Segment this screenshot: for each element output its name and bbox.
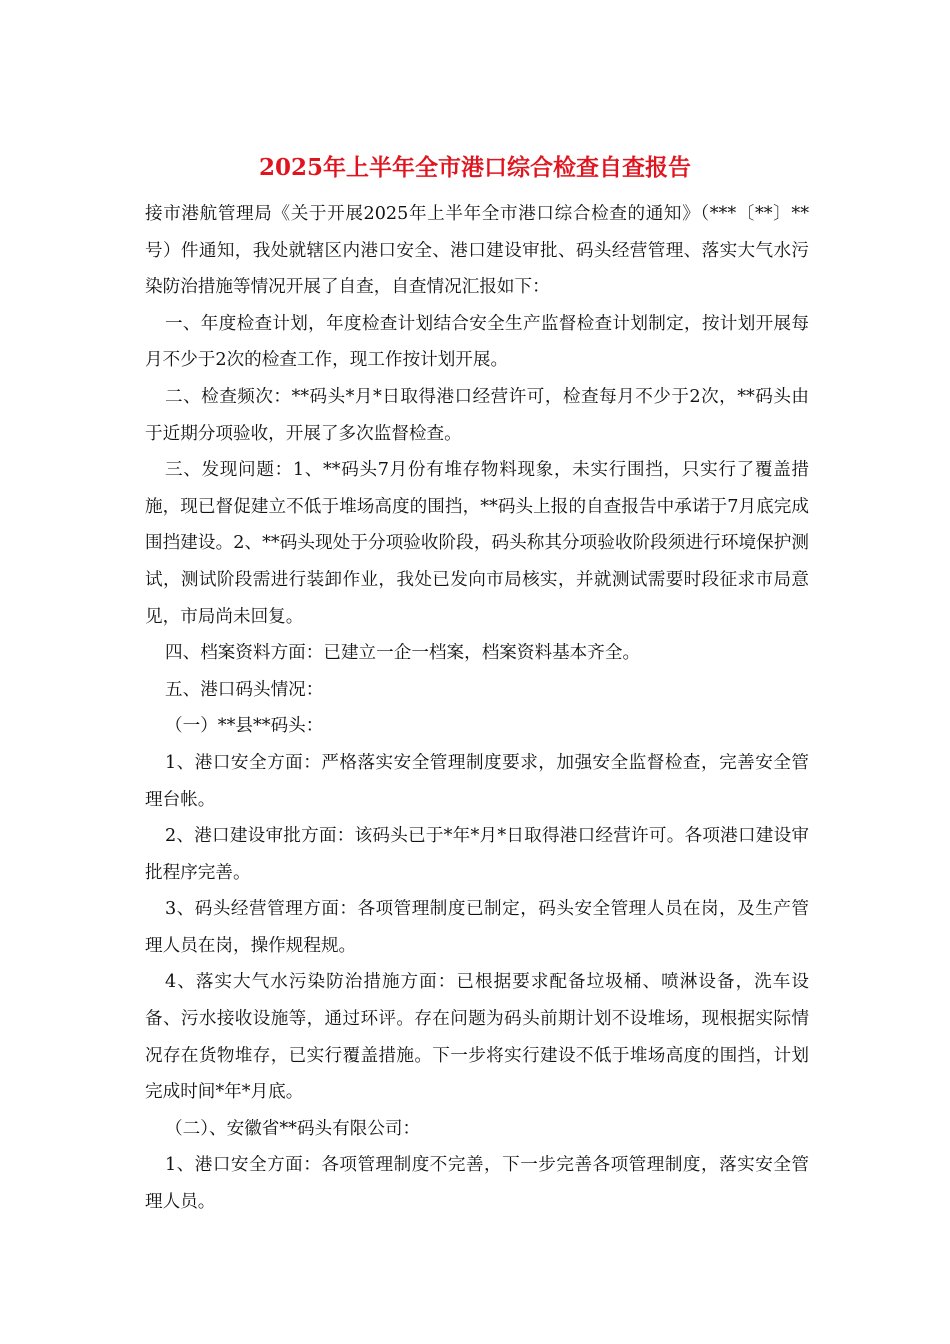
item-port-safety-2: 1、港口安全方面：各项管理制度不完善，下一步完善各项管理制度，落实安全管理人员。	[145, 1155, 809, 1213]
document-title: 2025年上半年全市港口综合检查自查报告	[258, 154, 691, 181]
section-problems-found: 三、发现问题：1、**码头7月份有堆存物料现象，未实行围挡，只实行了覆盖措施，现已督促建立不低于堆场高度的围挡，**码头上报的自查报告中承诺于7月底完成围挡建设。2、**码头现处于分项验收阶段，码头称其分项验收阶段须进行环境保护测试，测试阶段需进行装卸作业，我处已发向市局核实，并就测试需要时段征求市局意见，市局尚未回复。	[145, 460, 809, 627]
subsection-anhui-terminal-company: （二）、安徽省**码头有限公司：	[165, 1118, 421, 1139]
section-port-terminals: 五、港口码头情况：	[165, 679, 324, 700]
section-inspection-frequency: 二、检查频次：**码头*月*日取得港口经营许可，检查每月不少于2次，**码头由于近期分项验收，开展了多次监督检查。	[145, 386, 809, 444]
section-archives: 四、档案资料方面：已建立一企一档案，档案资料基本齐全。	[165, 643, 641, 664]
subsection-county-terminal: （一）**县**码头：	[165, 716, 324, 737]
item-terminal-operation: 3、码头经营管理方面：各项管理制度已制定，码头安全管理人员在岗，及生产管理人员在岗，操作规程规。	[145, 899, 809, 956]
document-body	[145, 196, 809, 1221]
item-construction-approval: 2、港口建设审批方面：该码头已于*年*月*日取得港口经营许可。各项港口建设审批程序完善。	[145, 826, 809, 883]
intro-paragraph: 接市港航管理局《关于开展2025年上半年全市港口综合检查的通知》（***〔**〕**号）件通知，我处就辖区内港口安全、港口建设审批、码头经营管理、落实大气水污染防治措施等情况开展了自查，自查情况汇报如下：	[145, 204, 809, 298]
item-port-safety: 1、港口安全方面：严格落实安全管理制度要求，加强安全监督检查，完善安全管理台帐。	[145, 752, 809, 810]
item-pollution-prevention: 4、落实大气水污染防治措施方面：已根据要求配备垃圾桶、喷淋设备，洗车设备、污水接收设施等，通过环评。存在问题为码头前期计划不设堆场，现根据实际情况存在货物堆存，已实行覆盖措施。下一步将实行建设不低于堆场高度的围挡，计划完成时间*年*月底。	[145, 972, 809, 1103]
section-annual-plan: 一、年度检查计划，年度检查计划结合安全生产监督检查计划制定，按计划开展每月不少于2次的检查工作，现工作按计划开展。	[145, 313, 809, 371]
